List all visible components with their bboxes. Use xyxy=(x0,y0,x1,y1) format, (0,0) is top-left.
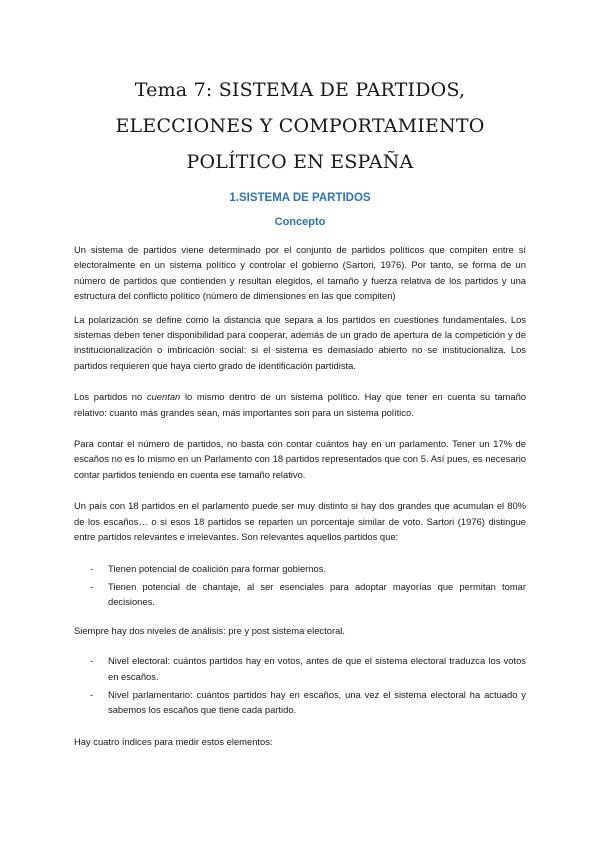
list-item xyxy=(74,579,526,610)
bullet-dash: - xyxy=(90,580,94,592)
paragraph-indices: Hay cuatro índices para medir estos elementos: xyxy=(74,735,273,747)
title-line-2: POLÍTICO EN ESPAÑA xyxy=(186,151,414,173)
section-heading: 1.SISTEMA DE PARTIDOS xyxy=(229,192,371,204)
analysis-levels-list xyxy=(74,653,526,718)
relevant-parties-list xyxy=(74,561,526,610)
paragraph-definition: Un sistema de partidos viene determinado por el conjunto de partidos políticos que compiten entre sí electoralmente en un sistema político y controlar el gobierno (Sartori, 1976). Por tanto, se forma de un número de partidos que contienden y resultan elegidos, el tamaño y fuerza relativa de los partidos y una estructura del conflicto político (número de dimensiones en las que compiten) xyxy=(74,244,526,302)
bullet-dash: - xyxy=(90,562,94,574)
paragraph-relative-size xyxy=(74,389,526,420)
list-item-text: Nivel electoral: cuántos partidos hay en votos, antes de que el sistema electoral traduzca los votos en escaños. xyxy=(108,655,526,682)
list-item xyxy=(74,653,526,684)
paragraph-polarization: La polarización se define como la distancia que separa a los partidos en cuestiones fundamentales. Los sistemas deben tener disponibilidad para cooperar, además de un grado de apertura de la competición y de institucionalización o imbricación social: si el sistema es demasiado abierto no se institucionaliza. Los partidos requieren que haya cierto grado de identificación partidista. xyxy=(74,313,526,371)
paragraph-analysis-levels: Siempre hay dos niveles de análisis: pre y post sistema electoral. xyxy=(74,624,345,636)
list-item-text: Tienen potencial de coalición para formar gobiernos. xyxy=(108,562,327,574)
paragraph-counting: Para contar el número de partidos, no basta con contar cuántos hay en un parlamento. Tener un 17% de escaños no es lo mismo en un Parlamento con 18 partidos representados que con 5. Así pues, es necesario contar partidos teniendo en cuenta ese tamaño relativo. xyxy=(74,438,526,480)
sub-heading: Concepto xyxy=(274,216,326,228)
bullet-dash: - xyxy=(90,688,94,700)
list-item-text: Nivel parlamentario: cuántos partidos hay en escaños, una vez el sistema electoral ha actuado y sabemos los escaños que tiene cada partido. xyxy=(108,688,526,716)
paragraph-3-start: Los partidos no xyxy=(74,391,147,403)
bullet-dash: - xyxy=(90,655,94,667)
list-item xyxy=(74,687,526,718)
list-item xyxy=(74,561,526,576)
paragraph-3-end: lo mismo dentro de un sistema político. Hay que tener en cuenta su tamaño relativo: cuanto más grandes sean, más importantes son para un sistema político. xyxy=(74,391,526,418)
document-title xyxy=(74,0,526,180)
list-item-text: Tienen potencial de chantaje, al ser esenciales para adoptar mayorías que permitan tomar decisiones. xyxy=(108,580,526,608)
paragraph-sartori: Un país con 18 partidos en el parlamento puede ser muy distinto si hay dos grandes que acumulan el 80% de los escaños… o si esos 18 partidos se reparten un porcentaje similar de voto. Sartori (1976) distingue entre partidos relevantes e irrelevantes. Son relevantes aquellos partidos que: xyxy=(74,500,526,543)
title-line-1: Tema 7: SISTEMA DE PARTIDOS, ELECCIONES Y COMPORTAMIENTO xyxy=(115,79,485,137)
paragraph-3-emphasis: cuentan xyxy=(146,391,181,403)
